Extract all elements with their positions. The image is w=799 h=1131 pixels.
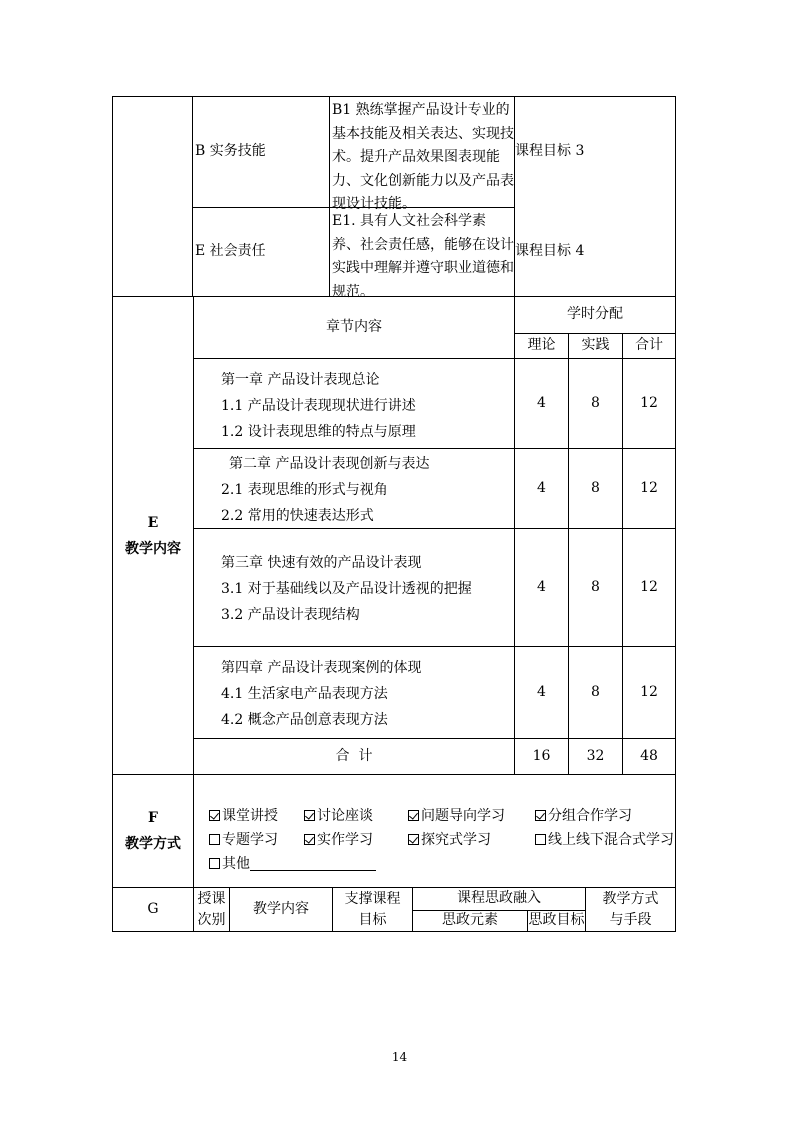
method-checkbox-group[interactable] — [535, 805, 632, 825]
chapter-item: 1.1 产品设计表现现状进行讲述 — [221, 398, 416, 414]
method-label: 探究式学习 — [421, 832, 491, 848]
sum-label — [194, 739, 514, 774]
sum-total-value: 48 — [640, 747, 658, 764]
chapter-practice — [569, 529, 622, 646]
checkbox-icon[interactable] — [408, 810, 419, 821]
g-col-goal-text: 支撑课程目标 — [344, 890, 401, 928]
g-col-goal — [333, 888, 412, 931]
chapter-total — [623, 449, 675, 528]
g-col-method-text: 教学方式与手段 — [602, 890, 659, 928]
chapter-theory — [515, 529, 568, 646]
method-checkbox-problem[interactable] — [408, 805, 505, 825]
chapter-theory — [515, 647, 568, 738]
chapter-item: 2.2 常用的快速表达形式 — [221, 508, 374, 524]
chapter-content — [221, 550, 511, 628]
table-border — [675, 96, 676, 932]
header-practice-text: 实践 — [581, 337, 610, 354]
chapter-title: 第一章 产品设计表现总论 — [221, 372, 380, 388]
chapter-practice — [569, 359, 622, 448]
chapter-item: 3.2 产品设计表现结构 — [221, 607, 360, 623]
table-border — [192, 96, 193, 296]
chapter-practice-value: 8 — [591, 479, 600, 496]
chapter-total-value: 12 — [640, 578, 658, 595]
other-blank-field[interactable] — [250, 856, 376, 871]
table-border — [112, 931, 676, 932]
header-total-text: 合计 — [635, 337, 663, 354]
method-label: 其他 — [222, 856, 250, 872]
g-col-ideology — [413, 888, 585, 910]
checkbox-icon[interactable] — [408, 834, 419, 845]
chapter-content — [221, 367, 511, 445]
header-chapter-text: 章节内容 — [326, 318, 382, 335]
method-checkbox-other[interactable] — [209, 853, 376, 873]
sum-practice-value: 32 — [586, 747, 605, 764]
page-number: 14 — [391, 1050, 408, 1064]
chapter-practice-value: 8 — [591, 578, 600, 595]
method-label: 专题学习 — [222, 832, 278, 848]
table-border — [193, 296, 194, 774]
section-letter: G — [147, 900, 159, 917]
checkbox-icon[interactable] — [304, 810, 315, 821]
skill-goal — [515, 97, 675, 207]
section-label-e — [113, 297, 193, 774]
g-col-element — [413, 911, 527, 931]
method-label: 课堂讲授 — [222, 808, 278, 824]
chapter-total-value: 12 — [640, 479, 658, 496]
chapter-item: 3.1 对于基础线以及产品设计透视的把握 — [221, 581, 472, 597]
chapter-theory-value: 4 — [537, 683, 546, 700]
chapter-theory-value: 4 — [537, 479, 546, 496]
chapter-item: 4.1 生活家电产品表现方法 — [221, 686, 388, 702]
header-theory — [515, 334, 568, 358]
header-chapter — [194, 297, 514, 358]
skill-description-text: B1 熟练掌握产品设计专业的基本技能及相关表达、实现技术。提升产品效果图表现能力、文化创新能力以及产品表现设计技能。 — [332, 102, 514, 212]
chapter-item: 1.2 设计表现思维的特点与原理 — [221, 424, 416, 440]
section-title: 教学方式 — [125, 836, 181, 852]
chapter-total — [623, 647, 675, 738]
header-total — [623, 334, 675, 358]
skill-goal — [515, 208, 675, 296]
chapter-total — [623, 359, 675, 448]
sum-theory-value: 16 — [532, 747, 551, 764]
chapter-practice — [569, 449, 622, 528]
g-col-ideology-text: 课程思政融入 — [457, 890, 541, 907]
skill-description — [330, 210, 514, 300]
method-checkbox-topic[interactable] — [209, 829, 278, 849]
skill-category — [194, 97, 328, 207]
skill-description — [330, 99, 514, 212]
method-checkbox-inquiry[interactable] — [408, 829, 491, 849]
section-label-f — [113, 775, 193, 887]
skill-goal-text: 课程目标 3 — [515, 143, 585, 160]
chapter-content — [221, 655, 511, 733]
g-col-session-text: 授课次别 — [197, 890, 226, 928]
chapter-total-value: 12 — [640, 394, 658, 411]
skill-category-text: B 实务技能 — [195, 143, 266, 160]
g-col-content-text: 教学内容 — [253, 900, 309, 917]
method-checkbox-blended[interactable] — [535, 829, 674, 849]
checkbox-icon[interactable] — [209, 834, 220, 845]
chapter-content — [221, 451, 511, 529]
method-checkbox-discussion[interactable] — [304, 805, 373, 825]
chapter-practice-value: 8 — [591, 683, 600, 700]
checkbox-icon[interactable] — [304, 834, 315, 845]
skill-category — [194, 208, 328, 296]
section-title: 教学内容 — [125, 540, 181, 557]
method-checkbox-lecture[interactable] — [209, 805, 278, 825]
g-col-content — [230, 888, 332, 931]
checkbox-icon[interactable] — [535, 834, 546, 845]
g-col-ideology-goal — [528, 911, 585, 931]
g-col-session — [194, 888, 229, 931]
sum-label-text: 合 计 — [335, 747, 373, 764]
table-border — [112, 774, 676, 775]
chapter-item: 2.1 表现思维的形式与视角 — [221, 482, 388, 498]
method-label: 问题导向学习 — [421, 808, 505, 824]
g-col-ideology-goal-text: 思政目标 — [528, 912, 585, 929]
table-border — [193, 774, 194, 887]
header-theory-text: 理论 — [527, 337, 556, 354]
sum-practice — [569, 739, 622, 774]
header-hours-text: 学时分配 — [567, 306, 623, 323]
method-label: 分组合作学习 — [548, 808, 632, 824]
chapter-practice — [569, 647, 622, 738]
sum-theory — [515, 739, 568, 774]
chapter-theory-value: 4 — [537, 394, 546, 411]
skill-description-text: E1. 具有人文社会科学素养、社会责任感，能够在设计实践中理解并遵守职业道德和规范。 — [332, 213, 514, 300]
skill-category-text: E 社会责任 — [195, 243, 266, 260]
section-label-g — [113, 888, 193, 931]
checkbox-icon[interactable] — [209, 810, 220, 821]
chapter-total-value: 12 — [640, 683, 658, 700]
chapter-theory — [515, 359, 568, 448]
chapter-title: 第三章 快速有效的产品设计表现 — [221, 555, 422, 571]
chapter-practice-value: 8 — [591, 394, 600, 411]
method-label: 线上线下混合式学习 — [548, 832, 674, 848]
chapter-theory — [515, 449, 568, 528]
header-hours — [515, 297, 675, 333]
g-col-method — [586, 888, 675, 931]
chapter-title: 第二章 产品设计表现创新与表达 — [229, 456, 430, 472]
sum-total — [623, 739, 675, 774]
checkbox-icon[interactable] — [535, 810, 546, 821]
chapter-total — [623, 529, 675, 646]
chapter-title: 第四章 产品设计表现案例的体现 — [221, 660, 422, 676]
checkbox-icon[interactable] — [209, 858, 220, 869]
method-checkbox-practical[interactable] — [304, 829, 373, 849]
skill-goal-text: 课程目标 4 — [515, 243, 585, 260]
chapter-item: 4.2 概念产品创意表现方法 — [221, 712, 388, 728]
method-label: 实作学习 — [317, 832, 373, 848]
chapter-theory-value: 4 — [537, 578, 546, 595]
method-label: 讨论座谈 — [317, 808, 373, 824]
section-letter: E — [147, 514, 159, 531]
header-practice — [569, 334, 622, 358]
section-letter: F — [148, 810, 158, 826]
g-col-element-text: 思政元素 — [442, 912, 498, 929]
